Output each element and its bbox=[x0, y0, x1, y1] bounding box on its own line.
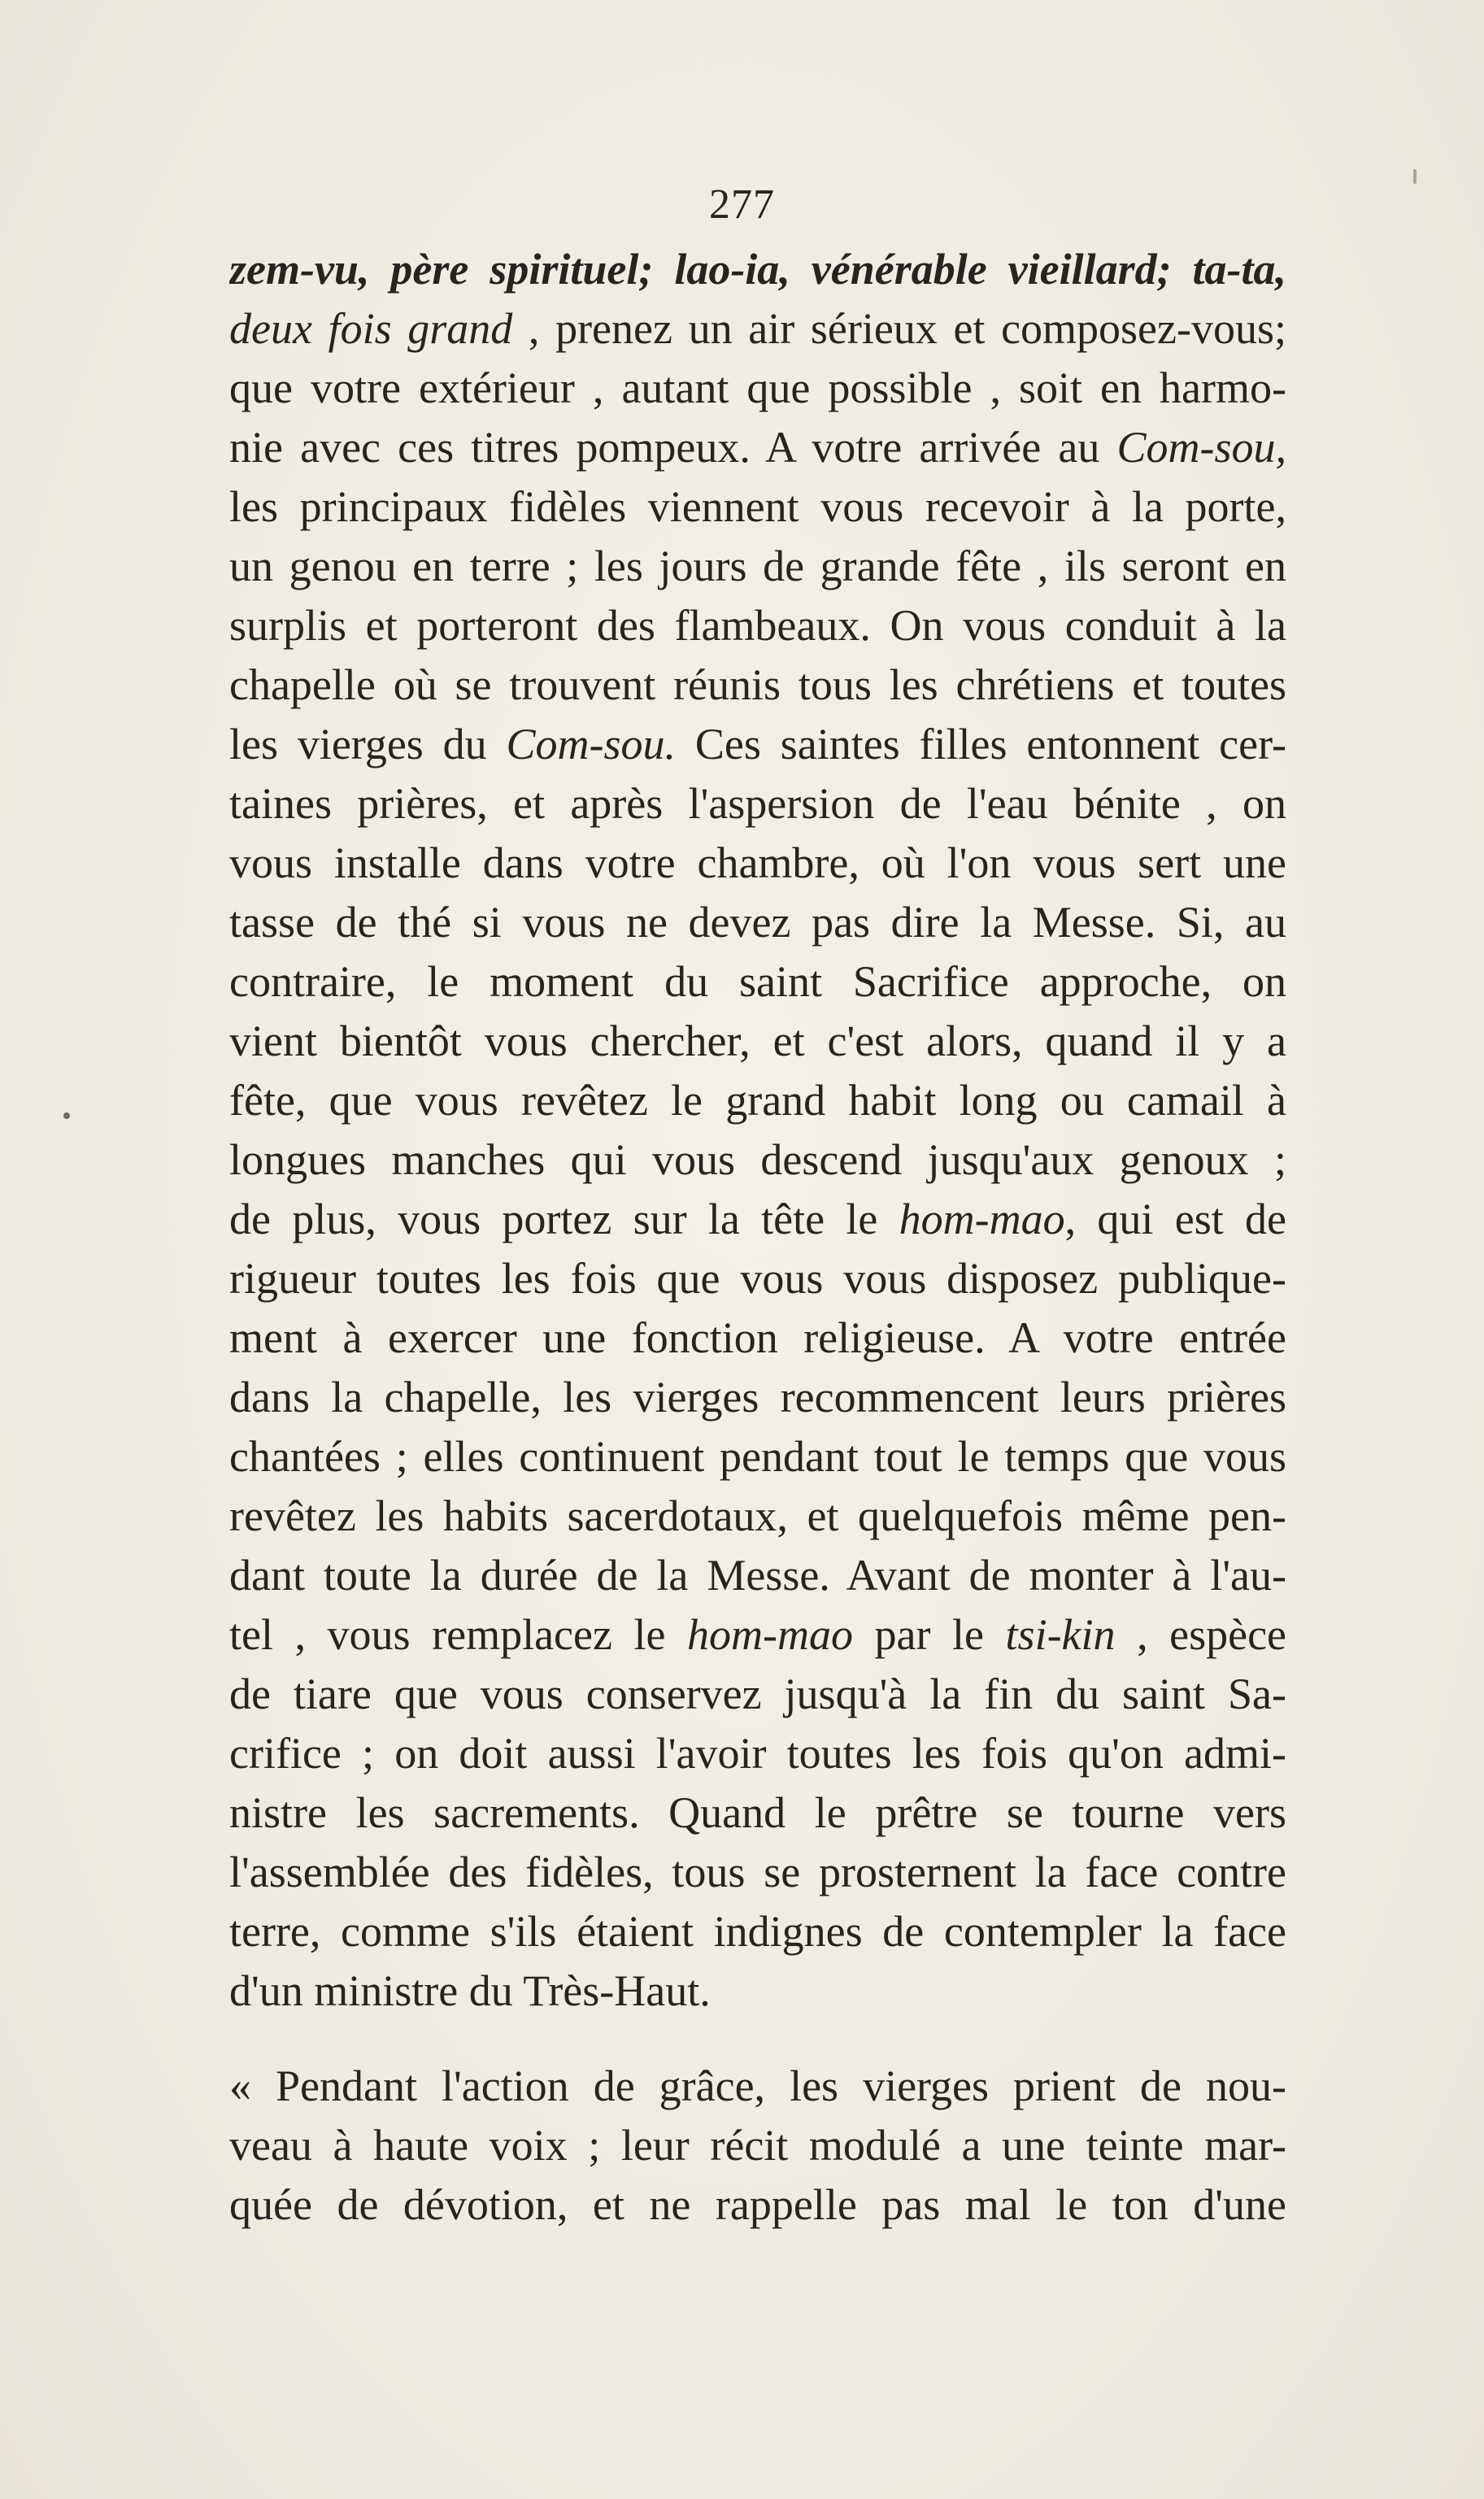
text-segment: les principaux fidèles viennent vous recevoir à la porte, bbox=[229, 482, 1286, 531]
text-line bbox=[229, 2116, 1286, 2175]
text-line bbox=[229, 1487, 1286, 1546]
text-line bbox=[229, 1783, 1286, 1843]
text-line bbox=[229, 1605, 1286, 1665]
text-line bbox=[229, 715, 1286, 774]
text-segment: chapelle où se trouvent réunis tous les chrétiens et toutes bbox=[229, 660, 1286, 709]
text-segment: ; bbox=[638, 245, 675, 294]
text-segment: Com-sou. bbox=[506, 720, 677, 768]
text-line bbox=[229, 1843, 1286, 1902]
text-segment: Pendant l'action de grâce, les vierges prient de nou- bbox=[276, 2061, 1286, 2110]
text-segment: de tiare que vous conservez jusqu'à la fin du saint Sa- bbox=[229, 1670, 1286, 1718]
text-line bbox=[229, 1724, 1286, 1783]
text-segment: Com-sou, bbox=[1116, 423, 1286, 472]
text-segment: taines prières, et après l'aspersion de l'eau bénite , on bbox=[229, 779, 1286, 828]
text-segment: les vierges du bbox=[229, 720, 507, 768]
text-line bbox=[229, 1665, 1286, 1724]
text-segment: l'assemblée des fidèles, tous se prosternent la face contre bbox=[229, 1848, 1286, 1896]
text-segment: , bbox=[779, 245, 812, 294]
text-line bbox=[229, 1130, 1286, 1190]
text-line bbox=[229, 2057, 1286, 2116]
text-segment: que votre extérieur , autant que possible , soit en harmo- bbox=[229, 364, 1286, 412]
text-segment: crifice ; on doit aussi l'avoir toutes les fois qu'on admi- bbox=[229, 1729, 1286, 1778]
text-line bbox=[229, 1071, 1286, 1130]
text-line bbox=[229, 774, 1286, 834]
text-line bbox=[229, 537, 1286, 596]
text-segment: revêtez les habits sacerdotaux, et quelquefois même pen- bbox=[229, 1491, 1286, 1540]
text-segment: quée de dévotion, et ne rappelle pas mal le ton d'une bbox=[229, 2180, 1286, 2229]
text-line bbox=[229, 418, 1286, 477]
text-segment: Ces saintes filles entonnent cer- bbox=[676, 720, 1286, 768]
text-segment: , prenez un air sérieux et composez-vous; bbox=[512, 304, 1286, 353]
text-segment: , bbox=[1275, 245, 1286, 294]
margin-mark bbox=[1413, 169, 1417, 184]
text-line bbox=[229, 1249, 1286, 1308]
text-line bbox=[229, 1190, 1286, 1249]
text-line bbox=[229, 834, 1286, 893]
page-number: 277 bbox=[709, 181, 775, 228]
text-segment: tasse de thé si vous ne devez pas dire la Messe. Si, au bbox=[229, 898, 1286, 947]
text-segment: un genou en terre ; les jours de grande fête , ils seront en bbox=[229, 542, 1286, 590]
text-segment: vous installe dans votre chambre, où l'on vous sert une bbox=[229, 838, 1286, 887]
text-segment: hom-mao bbox=[899, 1195, 1065, 1243]
text-segment: vénérable vieillard; ta-ta bbox=[811, 245, 1276, 294]
text-segment: ment à exercer une fonction religieuse. A votre entrée bbox=[229, 1313, 1286, 1362]
text-segment: d'un ministre du Très-Haut. bbox=[229, 1966, 711, 2015]
text-line bbox=[229, 655, 1286, 715]
text-line bbox=[229, 299, 1286, 359]
text-segment: tel , vous remplacez le bbox=[229, 1610, 687, 1659]
text-segment: nie avec ces titres pompeux. A votre arrivée au bbox=[229, 423, 1117, 472]
text-line bbox=[229, 893, 1286, 952]
text-segment: de plus, vous portez sur la tête le bbox=[229, 1195, 899, 1243]
text-segment: vient bientôt vous chercher, et c'est alors, quand il y a bbox=[229, 1017, 1286, 1065]
text-segment: dans la chapelle, les vierges recommencent leurs prières bbox=[229, 1373, 1286, 1421]
text-line bbox=[229, 359, 1286, 418]
text-line bbox=[229, 1012, 1286, 1071]
text-segment: par le bbox=[852, 1610, 1006, 1659]
text-segment: tsi-kin bbox=[1005, 1610, 1116, 1659]
margin-mark bbox=[63, 1112, 70, 1119]
text-segment: contraire, le moment du saint Sacrifice approche, on bbox=[229, 957, 1286, 1006]
text-line bbox=[229, 477, 1286, 537]
text-line bbox=[229, 1902, 1286, 1961]
text-segment: surplis et porteront des flambeaux. On vous conduit à la bbox=[229, 601, 1286, 650]
text-segment: chantées ; elles continuent pendant tout le temps que vous bbox=[229, 1432, 1286, 1481]
text-segment: nistre les sacrements. Quand le prêtre se tourne vers bbox=[229, 1788, 1286, 1837]
text-line bbox=[229, 240, 1286, 299]
text-segment: deux fois grand bbox=[229, 304, 513, 353]
text-segment: rigueur toutes les fois que vous vous disposez publique- bbox=[229, 1254, 1286, 1303]
text-segment: fête, que vous revêtez le grand habit long ou camail à bbox=[229, 1076, 1286, 1125]
text-segment: terre, comme s'ils étaient indignes de contempler la face bbox=[229, 1907, 1286, 1956]
text-segment: hom-mao bbox=[687, 1610, 853, 1659]
body-text bbox=[229, 240, 1286, 2235]
text-segment: zem-vu bbox=[229, 245, 359, 294]
text-line bbox=[229, 596, 1286, 655]
text-line bbox=[229, 952, 1286, 1012]
text-line bbox=[229, 1368, 1286, 1427]
text-segment: « bbox=[229, 2061, 276, 2110]
text-line bbox=[229, 1961, 1286, 2021]
text-segment: longues manches qui vous descend jusqu'aux genoux ; bbox=[229, 1135, 1286, 1184]
text-line bbox=[229, 1308, 1286, 1368]
text-segment: , qui est de bbox=[1064, 1195, 1286, 1243]
text-segment: , espèce bbox=[1115, 1610, 1286, 1659]
text-segment: lao-ia bbox=[674, 245, 780, 294]
text-segment: , bbox=[358, 245, 391, 294]
text-line bbox=[229, 2175, 1286, 2235]
text-segment: père spirituel bbox=[390, 245, 639, 294]
text-segment: veau à haute voix ; leur récit modulé a une teinte mar- bbox=[229, 2121, 1286, 2170]
text-line bbox=[229, 1427, 1286, 1487]
text-segment: dant toute la durée de la Messe. Avant de monter à l'au- bbox=[229, 1551, 1286, 1600]
text-line bbox=[229, 1546, 1286, 1605]
